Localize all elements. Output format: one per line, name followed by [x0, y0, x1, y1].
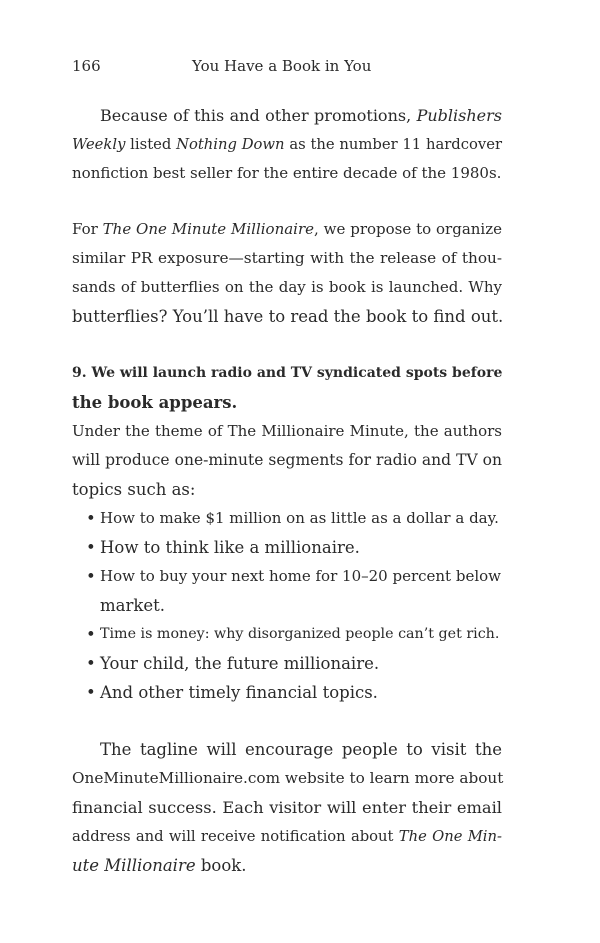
bullet-marker: •	[86, 538, 96, 557]
paragraph-1-line-1: Because of this and other promotions, Publishers	[100, 106, 502, 125]
bullet-marker: •	[86, 567, 96, 586]
paragraph-4-line-5: ute Millionaire book.	[72, 856, 247, 875]
section-heading-line-1: 9. We will launch radio and TV syndicated spots before	[72, 365, 503, 381]
paragraph-2-line-3: sands of butterflies on the day is book is launched. Why	[72, 278, 502, 296]
paragraph-4-line-1: The tagline will encourage people to visit the	[100, 740, 502, 759]
bullet-marker: •	[86, 683, 96, 702]
list-item: Time is money: why disorganized people can’t get rich.	[100, 626, 500, 642]
paragraph-1-line-2: Weekly listed Nothing Down as the number 11 hardcover	[72, 136, 502, 153]
paragraph-4-line-3: financial success. Each visitor will enter their email	[72, 798, 502, 817]
running-header	[72, 57, 502, 79]
paragraph-3-line-1: Under the theme of The Millionaire Minute, the authors	[72, 422, 502, 440]
page-number: 166	[72, 57, 101, 75]
list-item: How to think like a millionaire.	[100, 538, 360, 557]
bullet-marker: •	[86, 625, 96, 644]
paragraph-1-line-3: nonfiction best seller for the entire decade of the 1980s.	[72, 164, 502, 182]
bullet-marker: •	[86, 654, 96, 673]
bullet-marker: •	[86, 509, 96, 528]
paragraph-3-line-3: topics such as:	[72, 480, 196, 499]
running-title: You Have a Book in You	[192, 57, 372, 75]
list-item: Your child, the future millionaire.	[100, 654, 380, 673]
list-item: How to buy your next home for 10–20 percent below	[100, 567, 502, 585]
paragraph-4-line-4: address and will receive notification about The One Min-	[72, 828, 502, 845]
list-item: And other timely financial topics.	[100, 683, 378, 702]
list-item-continuation: market.	[100, 596, 166, 615]
paragraph-2-line-4: butterflies? You’ll have to read the book to find out.	[72, 307, 504, 326]
paragraph-2-line-1: For The One Minute Millionaire, we propose to organize	[72, 220, 503, 238]
list-item: How to make $1 million on as little as a dollar a day.	[100, 509, 499, 527]
paragraph-3-line-2: will produce one-minute segments for radio and TV on	[72, 451, 502, 469]
paragraph-2-line-2: similar PR exposure—starting with the release of thou-	[72, 249, 502, 267]
paragraph-4-line-2: OneMinuteMillionaire.com website to learn more about	[72, 769, 504, 787]
section-heading-line-2: the book appears.	[72, 393, 238, 412]
